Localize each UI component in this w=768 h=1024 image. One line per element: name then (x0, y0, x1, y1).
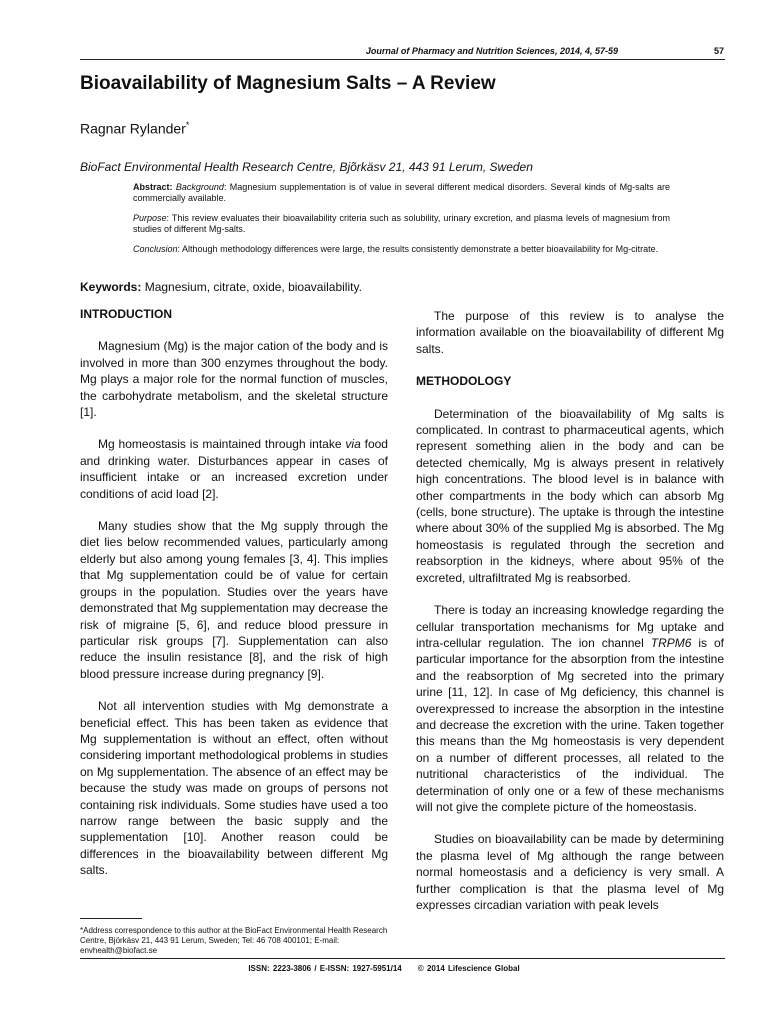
keywords-label: Keywords: (80, 280, 142, 294)
author-footnote-mark: * (185, 120, 190, 130)
page-number: 57 (714, 46, 725, 56)
journal-citation: Journal of Pharmacy and Nutrition Sciences, 2014, 4, 57-59 (365, 46, 618, 56)
affiliation: BioFact Environmental Health Research Centre, Bjõrkäsv 21, 443 91 Lerum, Sweden (80, 160, 533, 174)
abstract (133, 182, 670, 264)
page-footer (0, 964, 768, 973)
left-column (80, 306, 388, 895)
p3-text-a: There is today an increasing knowledge regarding the cellular transportation mechanisms for Mg uptake and intra-cellular regulation. The ion channel (416, 603, 724, 650)
background-text: : Magnesium supplementation is of value in several different medical disorders. Several kinds of Mg-salts are commercially available. (133, 182, 670, 203)
p3-text-b: is of particular importance for the absorption from the intestine and the reabsorption of Mg secreted into the primary urine [11, 12]. In case of Mg deficiency, this channel is overexpressed to increase the absorption in the intestine and decrease the excretion with the urine. Taken together this means than the Mg homeostasis is very dependent on a number of different processes, all related to the nutritional characteristics of the individual. The determination of only one or a few of these mechanisms will not give the complete picture of the homeostasis. (416, 635, 725, 814)
abstract-conclusion (133, 244, 670, 255)
purpose-label: Purpose (133, 213, 167, 223)
author-name (80, 120, 189, 137)
keywords (80, 280, 362, 294)
abstract-purpose (133, 213, 670, 235)
correspondence-footnote: *Address correspondence to this author at the BioFact Environmental Health Research Centre, Björkäsv 21, 443 91 Lerum, Sweden; Tel: 46 708 400101; E-mail: envhealth@biofact.se (80, 926, 388, 955)
methodology-heading: METHODOLOGY (416, 374, 512, 389)
p3-trpm6: TRPM6 (650, 635, 692, 650)
author-text: Ragnar Rylander (80, 120, 186, 137)
abstract-label: Abstract: (133, 182, 173, 192)
background-label: Background (175, 182, 224, 192)
introduction-heading: INTRODUCTION (80, 307, 172, 321)
p2-via: via (345, 437, 361, 452)
footer-rule (80, 958, 725, 959)
header-rule (80, 59, 725, 60)
issn-text: ISSN: 2223-3806 / E-ISSN: 1927-5951/14 (248, 964, 402, 973)
method-paragraph-3: Studies on bioavailability can be made by determining the plasma level of Mg although the range between normal homeostasis and a deficiency is very small. A further complication is that the plasma level of Mg expresses circadian variation with peak levels (416, 832, 724, 912)
purpose-text: : This review evaluates their bioavailability criteria such as solubility, urinary excretion, and plasma levels of magnesium from studies of different Mg-salts. (133, 213, 670, 234)
p2-text-b: food and drinking water. Disturbances appear in cases of insufficient intake or an increased excretion under conditions of acid load [2]. (80, 437, 388, 501)
intro-paragraph-4: Not all intervention studies with Mg demonstrate a beneficial effect. This has been taken as evidence that Mg supplementation is without an effect, often without considering important methodological problems in studies on Mg supplementation. The absence of an effect may be because the study was made on groups of persons not containing risk individuals. Some studies have used a too narrow range between the basic supply and the supplementation [10]. Another reason could be differences in the bioavailability between different Mg salts. (80, 699, 388, 878)
purpose-paragraph: The purpose of this review is to analyse the information available on the bioavailability of different Mg salts. (416, 309, 724, 356)
p2-text-a: Mg homeostasis is maintained through intake (98, 437, 346, 452)
intro-paragraph-2 (80, 436, 388, 502)
copyright-text: © 2014 Lifescience Global (417, 964, 520, 973)
intro-paragraph-3: Many studies show that the Mg supply through the diet lies below recommended values, particularly among elderly but also among young females [3, 4]. This implies that Mg supplementation could be of value for certain groups in the population. Studies over the years have demonstrated that Mg supplementation may decrease the risk of migraine [5, 6], and reduce blood pressure in particular risk groups [7]. Supplementation can also reduce the insulin resistance [8], and the risk of high blood pressure increase during pregnancy [9]. (80, 519, 388, 681)
method-paragraph-1: Determination of the bioavailability of Mg salts is complicated. In contrast to pharmaceutical agents, which represent something alien in the body and can be detected chemically, Mg is always present in relatively high concentrations. The blood level is in balance with other compartments in the body which can absorb Mg (cells, bone structure). The uptake is through the intestine where about 30% of the supplied Mg is absorbed. The Mg homeostasis is regulated through the secretion and reabsorption in the kidneys, where about 95% of the excreted, ultrafiltrated Mg is reabsorbed. (416, 406, 724, 585)
conclusion-label: Conclusion (133, 244, 178, 254)
conclusion-text: : Although methodology differences were large, the results consistently demonstrate a better bioavailability for Mg-citrate. (177, 244, 659, 254)
method-paragraph-2 (416, 602, 724, 815)
footnote-rule (80, 918, 142, 919)
intro-paragraph-1: Magnesium (Mg) is the major cation of the body and is involved in more than 300 enzymes throughout the body. Mg plays a major role for the normal function of muscles, the carbohydrate metabolism, and the skeletal structure [1]. (80, 339, 388, 420)
right-column (416, 308, 724, 929)
article-title: Bioavailability of Magnesium Salts – A Review (80, 73, 496, 94)
keywords-text: Magnesium, citrate, oxide, bioavailability. (141, 280, 362, 294)
abstract-background (133, 182, 670, 204)
